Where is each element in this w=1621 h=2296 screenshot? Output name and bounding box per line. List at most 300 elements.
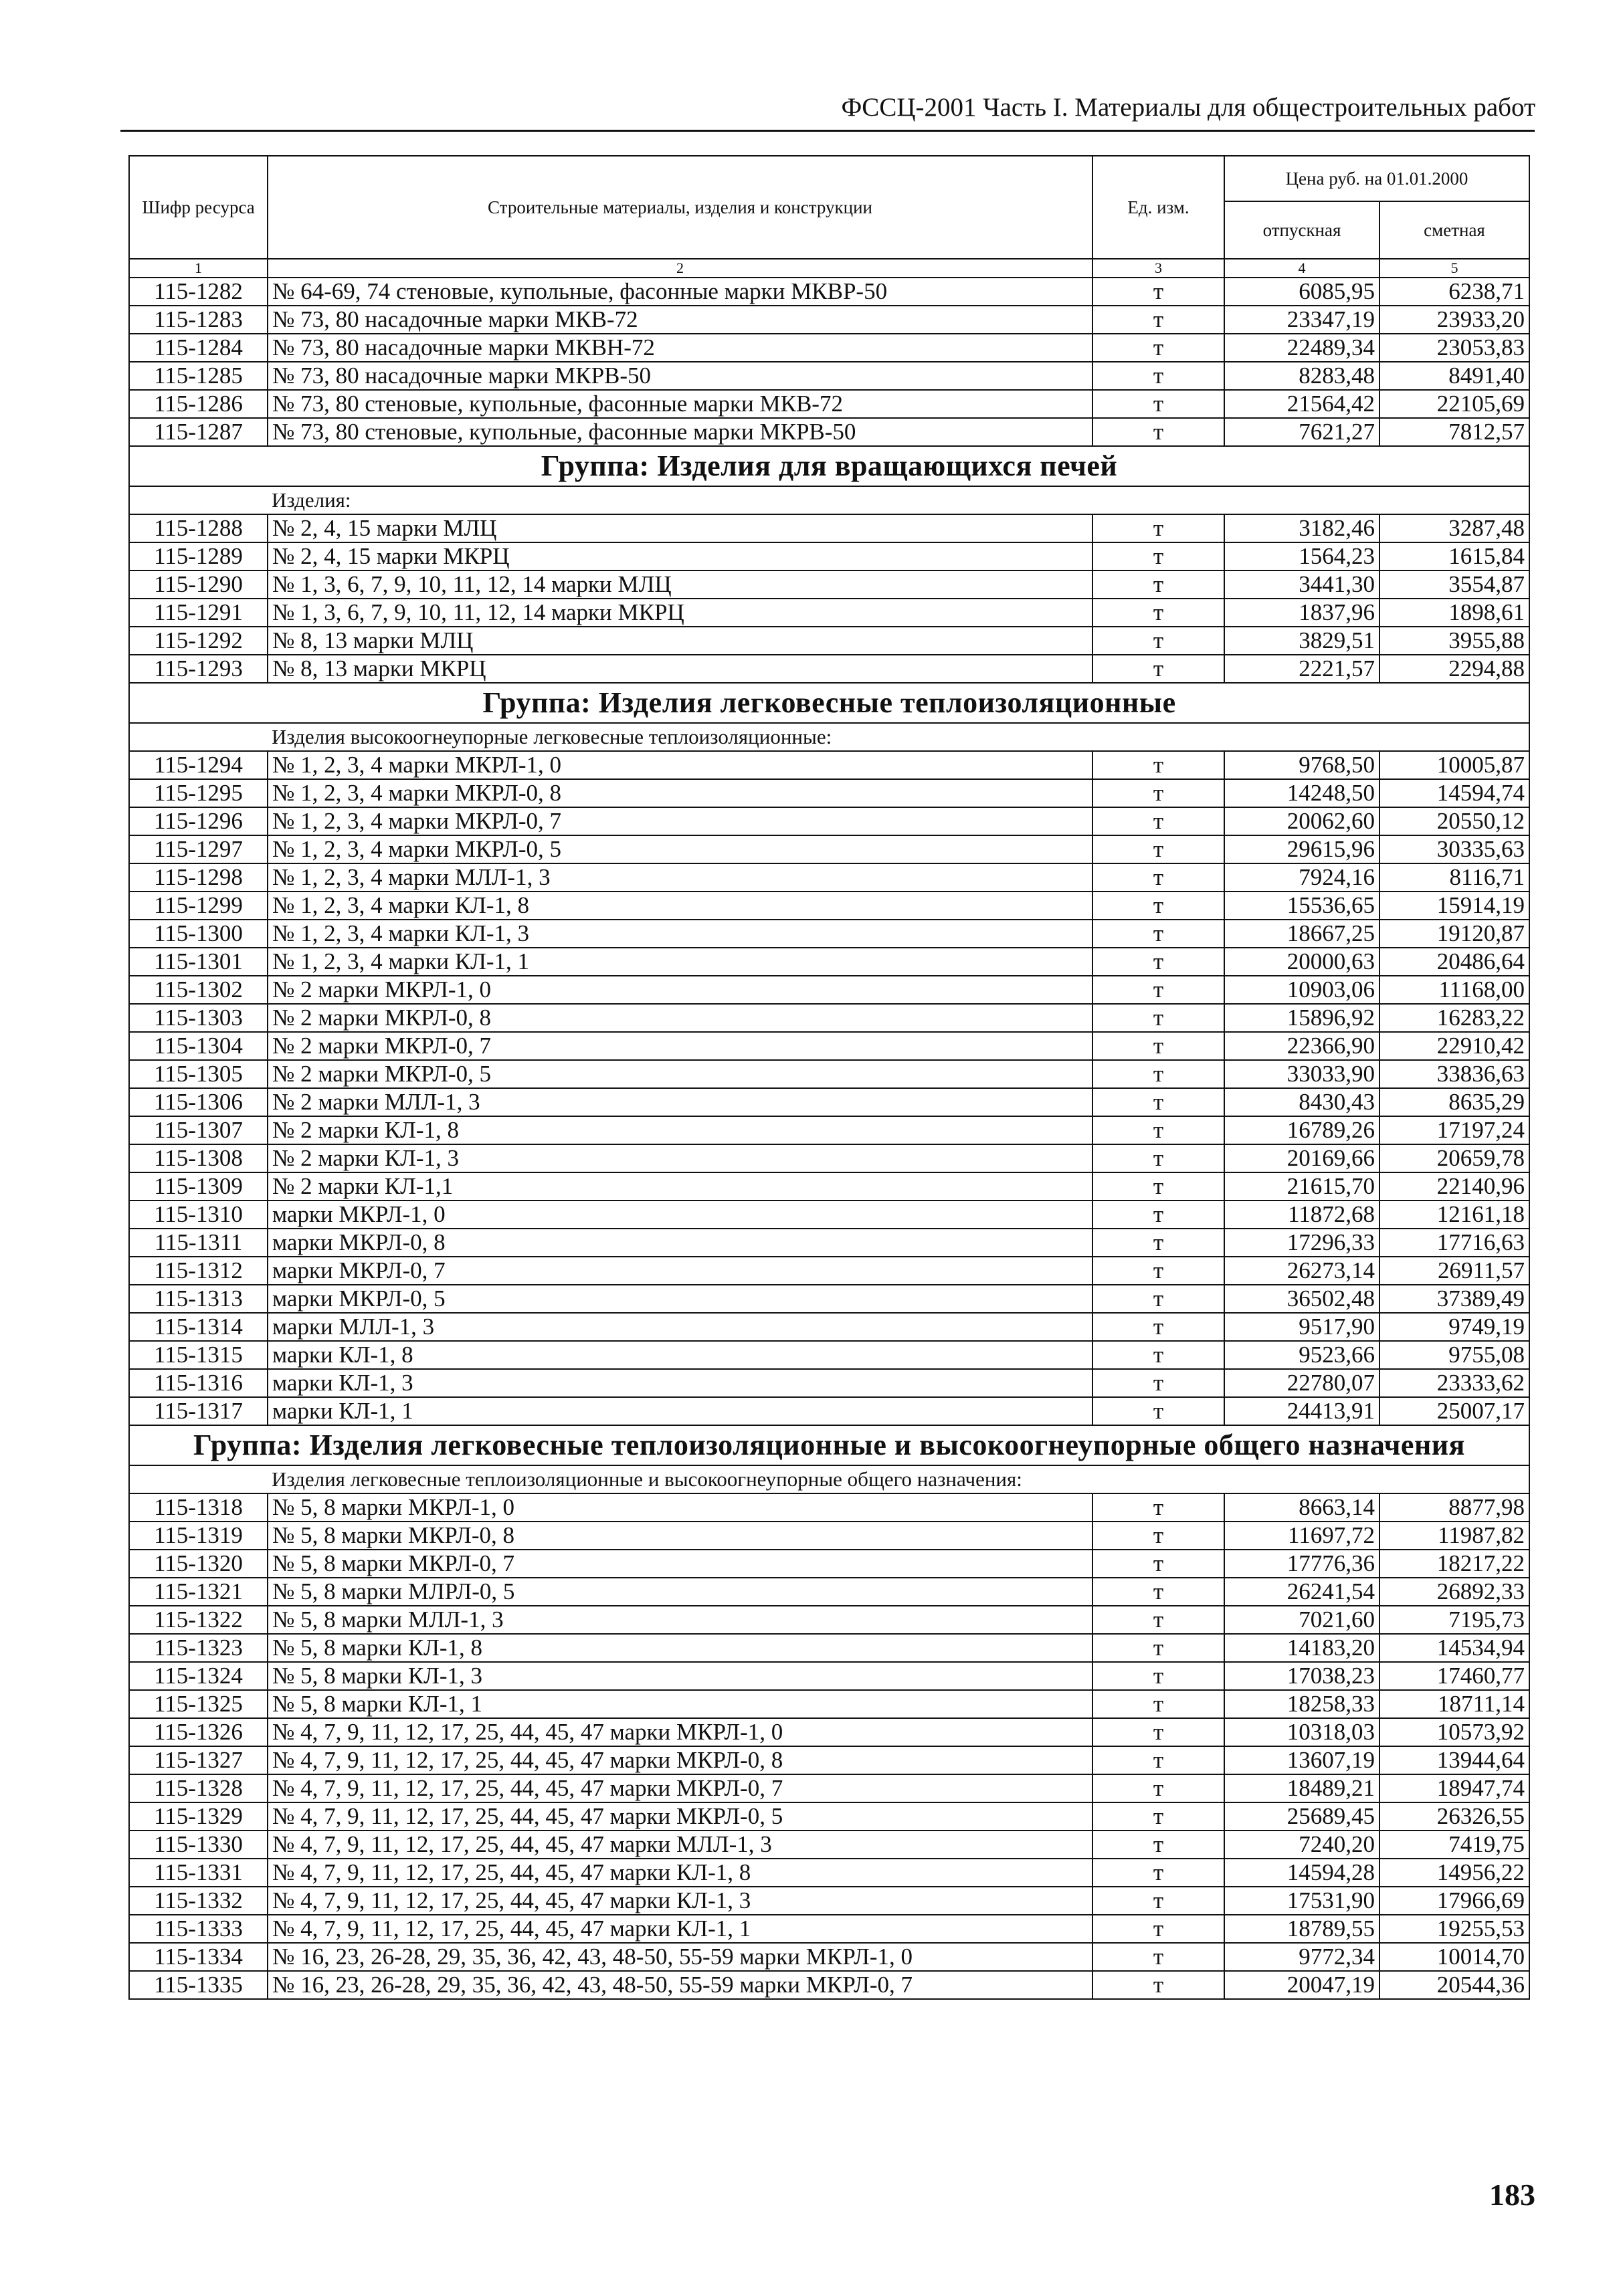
material-name: № 73, 80 насадочные марки МКВН-72 (268, 334, 1092, 362)
resource-code: 115-1315 (129, 1341, 268, 1369)
unit-cell: т (1092, 1229, 1224, 1257)
table-row (129, 1341, 1529, 1369)
subheading-row (129, 1465, 1529, 1493)
resource-code: 115-1284 (129, 334, 268, 362)
release-price: 22489,34 (1224, 334, 1379, 362)
resource-code: 115-1283 (129, 306, 268, 334)
material-name: № 16, 23, 26-28, 29, 35, 36, 42, 43, 48-50, 55-59 марки МКРЛ-0, 7 (268, 1971, 1092, 1999)
table-row (129, 1522, 1529, 1550)
resource-code: 115-1304 (129, 1032, 268, 1060)
estimate-price: 22910,42 (1379, 1032, 1529, 1060)
estimate-price: 17197,24 (1379, 1116, 1529, 1144)
unit-cell: т (1092, 1746, 1224, 1774)
material-name: № 2 марки КЛ-1, 8 (268, 1116, 1092, 1144)
unit-cell: т (1092, 1032, 1224, 1060)
unit-cell: т (1092, 1493, 1224, 1522)
release-price: 16789,26 (1224, 1116, 1379, 1144)
release-price: 18789,55 (1224, 1915, 1379, 1943)
unit-cell: т (1092, 1116, 1224, 1144)
table-row (129, 1116, 1529, 1144)
material-name: № 5, 8 марки МКРЛ-0, 7 (268, 1550, 1092, 1578)
estimate-price: 26892,33 (1379, 1578, 1529, 1606)
unit-cell: т (1092, 976, 1224, 1004)
material-name: марки КЛ-1, 3 (268, 1369, 1092, 1397)
table-row (129, 1032, 1529, 1060)
estimate-price: 14534,94 (1379, 1634, 1529, 1662)
resource-code: 115-1326 (129, 1718, 268, 1746)
release-price: 20169,66 (1224, 1144, 1379, 1172)
table-row (129, 835, 1529, 863)
resource-code: 115-1296 (129, 807, 268, 835)
unit-cell: т (1092, 418, 1224, 446)
material-name: № 5, 8 марки КЛ-1, 3 (268, 1662, 1092, 1690)
header-release: отпускная (1224, 201, 1379, 259)
release-price: 17296,33 (1224, 1229, 1379, 1257)
material-name: № 5, 8 марки КЛ-1, 1 (268, 1690, 1092, 1718)
unit-cell: т (1092, 1690, 1224, 1718)
unit-cell: т (1092, 570, 1224, 599)
unit-cell: т (1092, 1718, 1224, 1746)
release-price: 14594,28 (1224, 1859, 1379, 1887)
table-row (129, 779, 1529, 807)
group-heading-row (129, 446, 1529, 486)
release-price: 1564,23 (1224, 542, 1379, 570)
estimate-price: 3955,88 (1379, 627, 1529, 655)
table-row (129, 570, 1529, 599)
release-price: 36502,48 (1224, 1285, 1379, 1313)
unit-cell: т (1092, 655, 1224, 683)
release-price: 22366,90 (1224, 1032, 1379, 1060)
material-name: марки КЛ-1, 1 (268, 1397, 1092, 1425)
table-row (129, 751, 1529, 779)
material-name: № 5, 8 марки МКРЛ-0, 8 (268, 1522, 1092, 1550)
resource-code: 115-1285 (129, 362, 268, 390)
header-unit: Ед. изм. (1092, 156, 1224, 259)
unit-cell: т (1092, 1578, 1224, 1606)
estimate-price: 3554,87 (1379, 570, 1529, 599)
estimate-price: 8635,29 (1379, 1088, 1529, 1116)
estimate-price: 23333,62 (1379, 1369, 1529, 1397)
unit-cell: т (1092, 334, 1224, 362)
release-price: 3829,51 (1224, 627, 1379, 655)
header-name: Строительные материалы, изделия и конструкции (268, 156, 1092, 259)
material-name: № 1, 2, 3, 4 марки КЛ-1, 3 (268, 920, 1092, 948)
release-price: 9772,34 (1224, 1943, 1379, 1971)
resource-code: 115-1310 (129, 1201, 268, 1229)
material-name: № 5, 8 марки МЛРЛ-0, 5 (268, 1578, 1092, 1606)
resource-code: 115-1322 (129, 1606, 268, 1634)
table-row (129, 1915, 1529, 1943)
unit-cell: т (1092, 514, 1224, 542)
estimate-price: 1898,61 (1379, 599, 1529, 627)
release-price: 20000,63 (1224, 948, 1379, 976)
page-header: ФССЦ-2001 Часть I. Материалы для общестроительных работ (841, 93, 1535, 122)
estimate-price: 10573,92 (1379, 1718, 1529, 1746)
release-price: 7621,27 (1224, 418, 1379, 446)
resource-code: 115-1286 (129, 390, 268, 418)
subheading: Изделия легковесные теплоизоляционные и высокоогнеупорные общего назначения: (272, 1467, 1022, 1491)
group-heading: Группа: Изделия легковесные теплоизоляционные (129, 683, 1529, 723)
estimate-price: 23933,20 (1379, 306, 1529, 334)
material-name: № 1, 3, 6, 7, 9, 10, 11, 12, 14 марки МКРЦ (268, 599, 1092, 627)
unit-cell: т (1092, 1606, 1224, 1634)
release-price: 13607,19 (1224, 1746, 1379, 1774)
material-name: № 4, 7, 9, 11, 12, 17, 25, 44, 45, 47 марки КЛ-1, 8 (268, 1859, 1092, 1887)
header-rule (120, 130, 1535, 132)
estimate-price: 7195,73 (1379, 1606, 1529, 1634)
unit-cell: т (1092, 627, 1224, 655)
estimate-price: 18947,74 (1379, 1774, 1529, 1802)
subheading-row (129, 723, 1529, 751)
unit-cell: т (1092, 920, 1224, 948)
estimate-price: 9755,08 (1379, 1341, 1529, 1369)
estimate-price: 6238,71 (1379, 278, 1529, 306)
unit-cell: т (1092, 751, 1224, 779)
table-row (129, 1831, 1529, 1859)
estimate-price: 25007,17 (1379, 1397, 1529, 1425)
unit-cell: т (1092, 278, 1224, 306)
table-row (129, 1257, 1529, 1285)
release-price: 14183,20 (1224, 1634, 1379, 1662)
resource-code: 115-1282 (129, 278, 268, 306)
table-row (129, 362, 1529, 390)
header-price: Цена руб. на 01.01.2000 (1224, 156, 1529, 201)
subheading-cell (129, 723, 1529, 751)
material-name: № 4, 7, 9, 11, 12, 17, 25, 44, 45, 47 марки КЛ-1, 1 (268, 1915, 1092, 1943)
unit-cell: т (1092, 1341, 1224, 1369)
resource-code: 115-1320 (129, 1550, 268, 1578)
material-name: № 2 марки МКРЛ-1, 0 (268, 976, 1092, 1004)
unit-cell: т (1092, 1004, 1224, 1032)
estimate-price: 19255,53 (1379, 1915, 1529, 1943)
unit-cell: т (1092, 807, 1224, 835)
resource-code: 115-1297 (129, 835, 268, 863)
unit-cell: т (1092, 863, 1224, 892)
release-price: 18489,21 (1224, 1774, 1379, 1802)
group-heading-row (129, 1425, 1529, 1465)
resource-code: 115-1332 (129, 1887, 268, 1915)
table-row (129, 1578, 1529, 1606)
resource-code: 115-1312 (129, 1257, 268, 1285)
material-name: № 1, 2, 3, 4 марки МКРЛ-0, 8 (268, 779, 1092, 807)
estimate-price: 17966,69 (1379, 1887, 1529, 1915)
unit-cell: т (1092, 306, 1224, 334)
unit-cell: т (1092, 1662, 1224, 1690)
column-number: 2 (268, 259, 1092, 278)
release-price: 21615,70 (1224, 1172, 1379, 1201)
estimate-price: 19120,87 (1379, 920, 1529, 948)
unit-cell: т (1092, 542, 1224, 570)
material-name: № 4, 7, 9, 11, 12, 17, 25, 44, 45, 47 марки МКРЛ-0, 5 (268, 1802, 1092, 1831)
estimate-price: 15914,19 (1379, 892, 1529, 920)
release-price: 3441,30 (1224, 570, 1379, 599)
table-row (129, 1690, 1529, 1718)
resource-code: 115-1325 (129, 1690, 268, 1718)
estimate-price: 10005,87 (1379, 751, 1529, 779)
unit-cell: т (1092, 1088, 1224, 1116)
unit-cell: т (1092, 390, 1224, 418)
release-price: 9768,50 (1224, 751, 1379, 779)
material-name: № 4, 7, 9, 11, 12, 17, 25, 44, 45, 47 марки МКРЛ-1, 0 (268, 1718, 1092, 1746)
release-price: 1837,96 (1224, 599, 1379, 627)
subheading: Изделия: (272, 488, 351, 512)
estimate-price: 30335,63 (1379, 835, 1529, 863)
resource-code: 115-1308 (129, 1144, 268, 1172)
subheading-cell (129, 1465, 1529, 1493)
estimate-price: 26326,55 (1379, 1802, 1529, 1831)
material-name: № 1, 2, 3, 4 марки МКРЛ-1, 0 (268, 751, 1092, 779)
estimate-price: 11987,82 (1379, 1522, 1529, 1550)
table-body (129, 278, 1529, 1999)
resource-code: 115-1333 (129, 1915, 268, 1943)
table-row (129, 627, 1529, 655)
resource-code: 115-1323 (129, 1634, 268, 1662)
estimate-price: 9749,19 (1379, 1313, 1529, 1341)
release-price: 18667,25 (1224, 920, 1379, 948)
table-row (129, 1634, 1529, 1662)
estimate-price: 11168,00 (1379, 976, 1529, 1004)
resource-code: 115-1324 (129, 1662, 268, 1690)
resource-code: 115-1313 (129, 1285, 268, 1313)
table-row (129, 390, 1529, 418)
material-name: № 4, 7, 9, 11, 12, 17, 25, 44, 45, 47 марки МЛЛ-1, 3 (268, 1831, 1092, 1859)
resource-code: 115-1302 (129, 976, 268, 1004)
material-name: № 1, 2, 3, 4 марки МКРЛ-0, 5 (268, 835, 1092, 863)
estimate-price: 37389,49 (1379, 1285, 1529, 1313)
table-row (129, 599, 1529, 627)
unit-cell: т (1092, 1550, 1224, 1578)
unit-cell: т (1092, 1144, 1224, 1172)
table-row (129, 1088, 1529, 1116)
table-row (129, 1144, 1529, 1172)
material-name: № 5, 8 марки МЛЛ-1, 3 (268, 1606, 1092, 1634)
table-row (129, 892, 1529, 920)
material-name: № 8, 13 марки МКРЦ (268, 655, 1092, 683)
estimate-price: 20550,12 (1379, 807, 1529, 835)
unit-cell: т (1092, 1060, 1224, 1088)
group-heading: Группа: Изделия для вращающихся печей (129, 446, 1529, 486)
release-price: 7021,60 (1224, 1606, 1379, 1634)
unit-cell: т (1092, 1522, 1224, 1550)
release-price: 26273,14 (1224, 1257, 1379, 1285)
material-name: № 1, 2, 3, 4 марки МКРЛ-0, 7 (268, 807, 1092, 835)
estimate-price: 1615,84 (1379, 542, 1529, 570)
estimate-price: 12161,18 (1379, 1201, 1529, 1229)
material-name: № 73, 80 стеновые, купольные, фасонные марки МКРВ-50 (268, 418, 1092, 446)
release-price: 26241,54 (1224, 1578, 1379, 1606)
resource-code: 115-1335 (129, 1971, 268, 1999)
unit-cell: т (1092, 1285, 1224, 1313)
table-row (129, 542, 1529, 570)
table-row (129, 278, 1529, 306)
estimate-price: 22105,69 (1379, 390, 1529, 418)
unit-cell: т (1092, 948, 1224, 976)
table-row (129, 807, 1529, 835)
resource-code: 115-1327 (129, 1746, 268, 1774)
estimate-price: 8877,98 (1379, 1493, 1529, 1522)
release-price: 33033,90 (1224, 1060, 1379, 1088)
release-price: 22780,07 (1224, 1369, 1379, 1397)
estimate-price: 14956,22 (1379, 1859, 1529, 1887)
unit-cell: т (1092, 1201, 1224, 1229)
estimate-price: 3287,48 (1379, 514, 1529, 542)
estimate-price: 17460,77 (1379, 1662, 1529, 1690)
column-number: 5 (1379, 259, 1529, 278)
material-name: № 2 марки КЛ-1, 3 (268, 1144, 1092, 1172)
resource-code: 115-1293 (129, 655, 268, 683)
estimate-price: 14594,74 (1379, 779, 1529, 807)
table-row (129, 1746, 1529, 1774)
resource-code: 115-1318 (129, 1493, 268, 1522)
table-row (129, 418, 1529, 446)
material-name: № 4, 7, 9, 11, 12, 17, 25, 44, 45, 47 марки МКРЛ-0, 7 (268, 1774, 1092, 1802)
resource-code: 115-1291 (129, 599, 268, 627)
material-name: № 2, 4, 15 марки МЛЦ (268, 514, 1092, 542)
release-price: 17531,90 (1224, 1887, 1379, 1915)
table-row (129, 863, 1529, 892)
material-name: № 64-69, 74 стеновые, купольные, фасонные марки МКВР-50 (268, 278, 1092, 306)
resource-code: 115-1295 (129, 779, 268, 807)
resource-code: 115-1330 (129, 1831, 268, 1859)
subheading-row (129, 486, 1529, 514)
release-price: 9523,66 (1224, 1341, 1379, 1369)
table-row (129, 1493, 1529, 1522)
resource-code: 115-1305 (129, 1060, 268, 1088)
resource-code: 115-1331 (129, 1859, 268, 1887)
unit-cell: т (1092, 1802, 1224, 1831)
unit-cell: т (1092, 1859, 1224, 1887)
subheading: Изделия высокоогнеупорные легковесные теплоизоляционные: (272, 725, 832, 748)
estimate-price: 2294,88 (1379, 655, 1529, 683)
release-price: 11872,68 (1224, 1201, 1379, 1229)
unit-cell: т (1092, 362, 1224, 390)
resource-code: 115-1292 (129, 627, 268, 655)
header-estimate: сметная (1379, 201, 1529, 259)
release-price: 14248,50 (1224, 779, 1379, 807)
material-name: № 2 марки МКРЛ-0, 5 (268, 1060, 1092, 1088)
page-number: 183 (1489, 2178, 1535, 2212)
price-table (128, 155, 1530, 2000)
unit-cell: т (1092, 892, 1224, 920)
resource-code: 115-1334 (129, 1943, 268, 1971)
group-heading-row (129, 683, 1529, 723)
unit-cell: т (1092, 835, 1224, 863)
estimate-price: 18711,14 (1379, 1690, 1529, 1718)
release-price: 20062,60 (1224, 807, 1379, 835)
material-name: № 73, 80 насадочные марки МКРВ-50 (268, 362, 1092, 390)
table-row (129, 1943, 1529, 1971)
resource-code: 115-1303 (129, 1004, 268, 1032)
table-row (129, 1971, 1529, 1999)
table-row (129, 1718, 1529, 1746)
material-name: № 1, 2, 3, 4 марки КЛ-1, 8 (268, 892, 1092, 920)
material-name: № 2 марки МКРЛ-0, 7 (268, 1032, 1092, 1060)
material-name: № 5, 8 марки МКРЛ-1, 0 (268, 1493, 1092, 1522)
estimate-price: 8116,71 (1379, 863, 1529, 892)
table-row (129, 1229, 1529, 1257)
release-price: 9517,90 (1224, 1313, 1379, 1341)
release-price: 24413,91 (1224, 1397, 1379, 1425)
unit-cell: т (1092, 1634, 1224, 1662)
release-price: 11697,72 (1224, 1522, 1379, 1550)
unit-cell: т (1092, 1172, 1224, 1201)
material-name: № 2 марки МЛЛ-1, 3 (268, 1088, 1092, 1116)
resource-code: 115-1288 (129, 514, 268, 542)
table-row (129, 306, 1529, 334)
estimate-price: 20544,36 (1379, 1971, 1529, 1999)
release-price: 17038,23 (1224, 1662, 1379, 1690)
table-row (129, 1201, 1529, 1229)
unit-cell: т (1092, 1887, 1224, 1915)
release-price: 8663,14 (1224, 1493, 1379, 1522)
material-name: марки МЛЛ-1, 3 (268, 1313, 1092, 1341)
material-name: № 5, 8 марки КЛ-1, 8 (268, 1634, 1092, 1662)
table-row (129, 1774, 1529, 1802)
resource-code: 115-1319 (129, 1522, 268, 1550)
group-heading: Группа: Изделия легковесные теплоизоляционные и высокоогнеупорные общего назначения (129, 1425, 1529, 1465)
release-price: 29615,96 (1224, 835, 1379, 863)
release-price: 18258,33 (1224, 1690, 1379, 1718)
unit-cell: т (1092, 1313, 1224, 1341)
table-row (129, 514, 1529, 542)
table-row (129, 334, 1529, 362)
material-name: № 1, 2, 3, 4 марки КЛ-1, 1 (268, 948, 1092, 976)
estimate-price: 8491,40 (1379, 362, 1529, 390)
table-row (129, 1887, 1529, 1915)
table-row (129, 1369, 1529, 1397)
table-header-row (129, 156, 1529, 201)
release-price: 10903,06 (1224, 976, 1379, 1004)
table-row (129, 920, 1529, 948)
table-row (129, 655, 1529, 683)
release-price: 7240,20 (1224, 1831, 1379, 1859)
release-price: 21564,42 (1224, 390, 1379, 418)
resource-code: 115-1321 (129, 1578, 268, 1606)
material-name: № 2 марки МКРЛ-0, 8 (268, 1004, 1092, 1032)
estimate-price: 7419,75 (1379, 1831, 1529, 1859)
resource-code: 115-1300 (129, 920, 268, 948)
unit-cell: т (1092, 1971, 1224, 1999)
table-row (129, 948, 1529, 976)
table-row (129, 1060, 1529, 1088)
estimate-price: 13944,64 (1379, 1746, 1529, 1774)
material-name: № 4, 7, 9, 11, 12, 17, 25, 44, 45, 47 марки МКРЛ-0, 8 (268, 1746, 1092, 1774)
resource-code: 115-1316 (129, 1369, 268, 1397)
resource-code: 115-1317 (129, 1397, 268, 1425)
estimate-price: 20486,64 (1379, 948, 1529, 976)
table-row (129, 1550, 1529, 1578)
estimate-price: 20659,78 (1379, 1144, 1529, 1172)
estimate-price: 33836,63 (1379, 1060, 1529, 1088)
material-name: № 4, 7, 9, 11, 12, 17, 25, 44, 45, 47 марки КЛ-1, 3 (268, 1887, 1092, 1915)
release-price: 6085,95 (1224, 278, 1379, 306)
table-row (129, 1802, 1529, 1831)
release-price: 23347,19 (1224, 306, 1379, 334)
resource-code: 115-1290 (129, 570, 268, 599)
material-name: № 73, 80 стеновые, купольные, фасонные марки МКВ-72 (268, 390, 1092, 418)
material-name: марки МКРЛ-1, 0 (268, 1201, 1092, 1229)
material-name: марки МКРЛ-0, 5 (268, 1285, 1092, 1313)
unit-cell: т (1092, 779, 1224, 807)
unit-cell: т (1092, 1831, 1224, 1859)
release-price: 17776,36 (1224, 1550, 1379, 1578)
estimate-price: 22140,96 (1379, 1172, 1529, 1201)
release-price: 15536,65 (1224, 892, 1379, 920)
material-name: № 1, 3, 6, 7, 9, 10, 11, 12, 14 марки МЛЦ (268, 570, 1092, 599)
resource-code: 115-1314 (129, 1313, 268, 1341)
table-row (129, 1859, 1529, 1887)
unit-cell: т (1092, 1257, 1224, 1285)
